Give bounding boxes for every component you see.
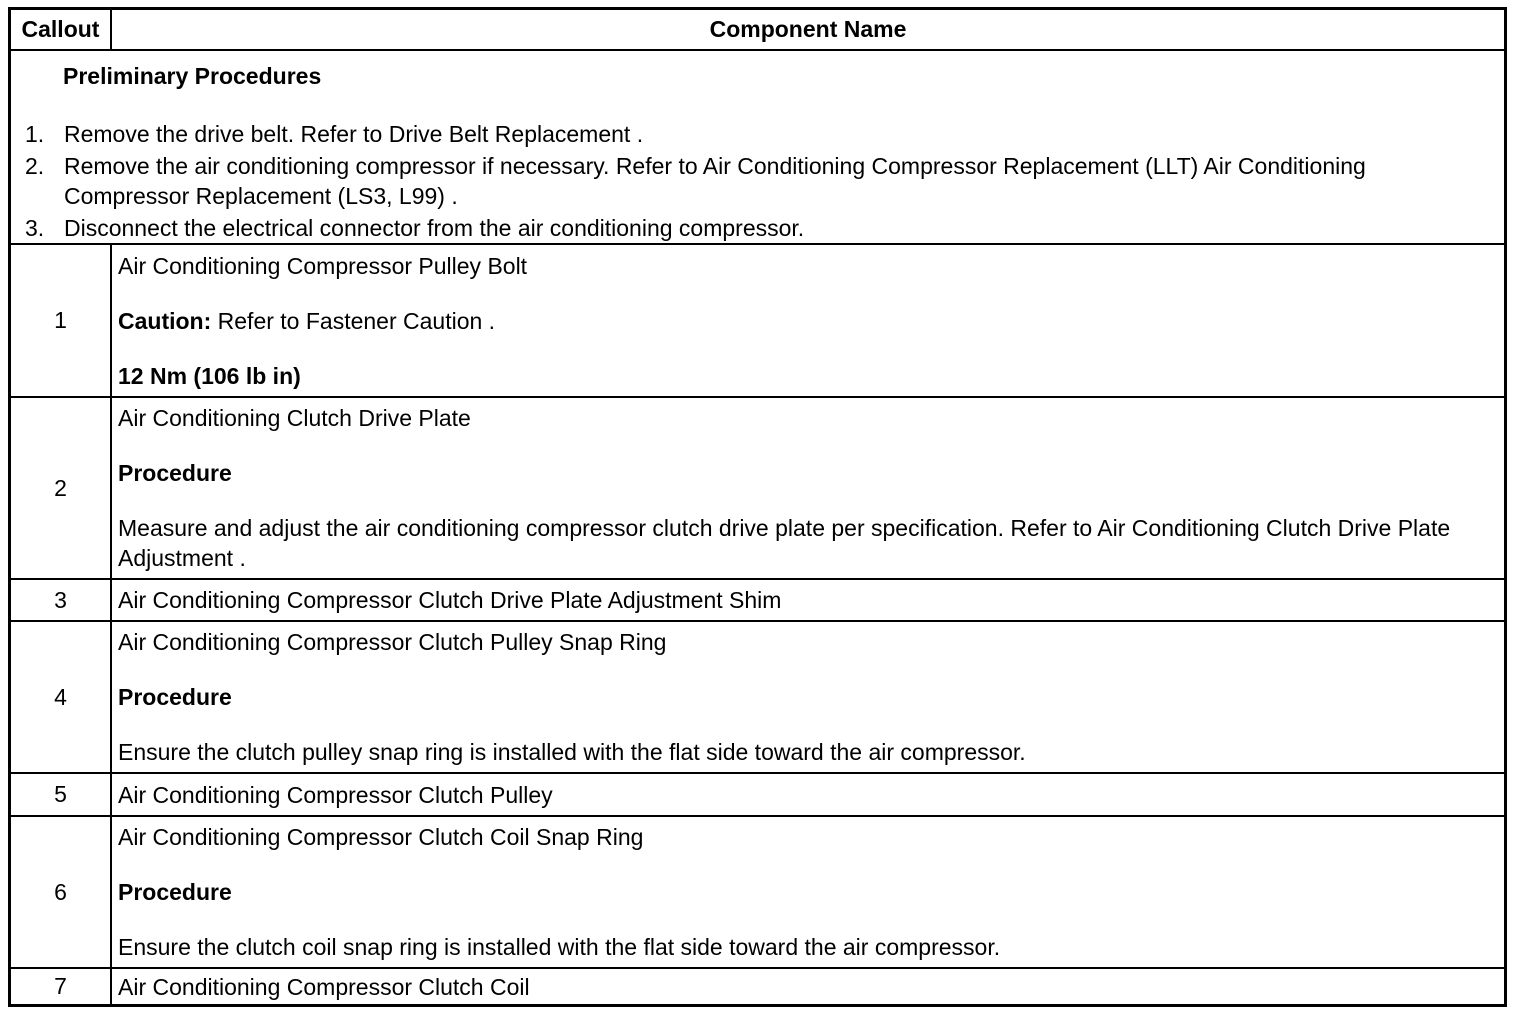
table-row <box>11 578 1504 620</box>
component-name: Air Conditioning Compressor Clutch Coil <box>118 973 530 1000</box>
component-cell <box>112 580 1504 620</box>
step-number: 1. <box>25 121 45 147</box>
preliminary-procedures-row <box>11 49 1504 243</box>
procedure-label: Procedure <box>118 684 232 710</box>
table-row <box>11 620 1504 772</box>
list-item <box>25 151 1490 211</box>
component-name: Air Conditioning Compressor Pulley Bolt <box>118 252 528 279</box>
procedure-text: Ensure the clutch coil snap ring is installed with the flat side toward the air compressor. <box>118 934 1001 960</box>
callout-cell: 2 <box>11 398 112 578</box>
preliminary-procedures-title: Preliminary Procedures <box>63 63 322 89</box>
component-name-column-header: Component Name <box>709 16 907 42</box>
caution-note <box>118 306 1498 336</box>
component-name: Air Conditioning Compressor Clutch Pulley Snap Ring <box>118 629 667 655</box>
component-table <box>8 7 1507 1007</box>
caution-label: Caution: <box>118 307 212 334</box>
table-row <box>11 243 1504 396</box>
callout-cell: 3 <box>11 580 112 620</box>
component-name: Air Conditioning Compressor Clutch Coil Snap Ring <box>118 824 644 850</box>
table-row <box>11 396 1504 578</box>
component-name: Air Conditioning Clutch Drive Plate <box>118 405 471 431</box>
procedure-label: Procedure <box>118 460 232 486</box>
table-row <box>11 815 1504 967</box>
table-row <box>11 772 1504 815</box>
step-text: Disconnect the electrical connector from the air conditioning compressor. <box>64 215 805 241</box>
callout-cell: 5 <box>11 774 112 815</box>
component-cell <box>112 398 1504 578</box>
preliminary-steps-list <box>25 119 1490 245</box>
callout-cell: 7 <box>11 969 112 1004</box>
step-text: Remove the air conditioning compressor if necessary. Refer to Air Conditioning Compressor Replacement (LLT) Air Conditioning Compressor Replacement (LS3, L99) . <box>64 153 1366 209</box>
step-number: 3. <box>25 215 45 241</box>
component-name: Air Conditioning Compressor Clutch Pulley <box>118 781 553 808</box>
component-cell <box>112 245 1504 396</box>
component-cell <box>112 817 1504 967</box>
table-header-row <box>11 10 1504 49</box>
callout-cell: 1 <box>11 245 112 396</box>
caution-text: Refer to Fastener Caution . <box>211 307 496 334</box>
component-cell <box>112 774 1504 815</box>
step-text: Remove the drive belt. Refer to Drive Belt Replacement . <box>64 121 644 147</box>
procedure-text: Measure and adjust the air conditioning compressor clutch drive plate per specification. Refer to Air Conditioning Clutch Drive Plate Adjustment . <box>118 515 1451 571</box>
torque-spec: 12 Nm (106 lb in) <box>118 362 301 389</box>
table-row <box>11 967 1504 1004</box>
list-item <box>25 119 1490 149</box>
callout-cell: 4 <box>11 622 112 772</box>
list-item <box>25 213 1490 243</box>
callout-column-header: Callout <box>11 10 112 49</box>
procedure-text: Ensure the clutch pulley snap ring is installed with the flat side toward the air compressor. <box>118 739 1026 765</box>
procedure-label: Procedure <box>118 879 232 905</box>
component-name: Air Conditioning Compressor Clutch Drive Plate Adjustment Shim <box>118 587 782 613</box>
component-cell <box>112 622 1504 772</box>
component-cell <box>112 969 1504 1004</box>
step-number: 2. <box>25 153 45 179</box>
callout-cell: 6 <box>11 817 112 967</box>
